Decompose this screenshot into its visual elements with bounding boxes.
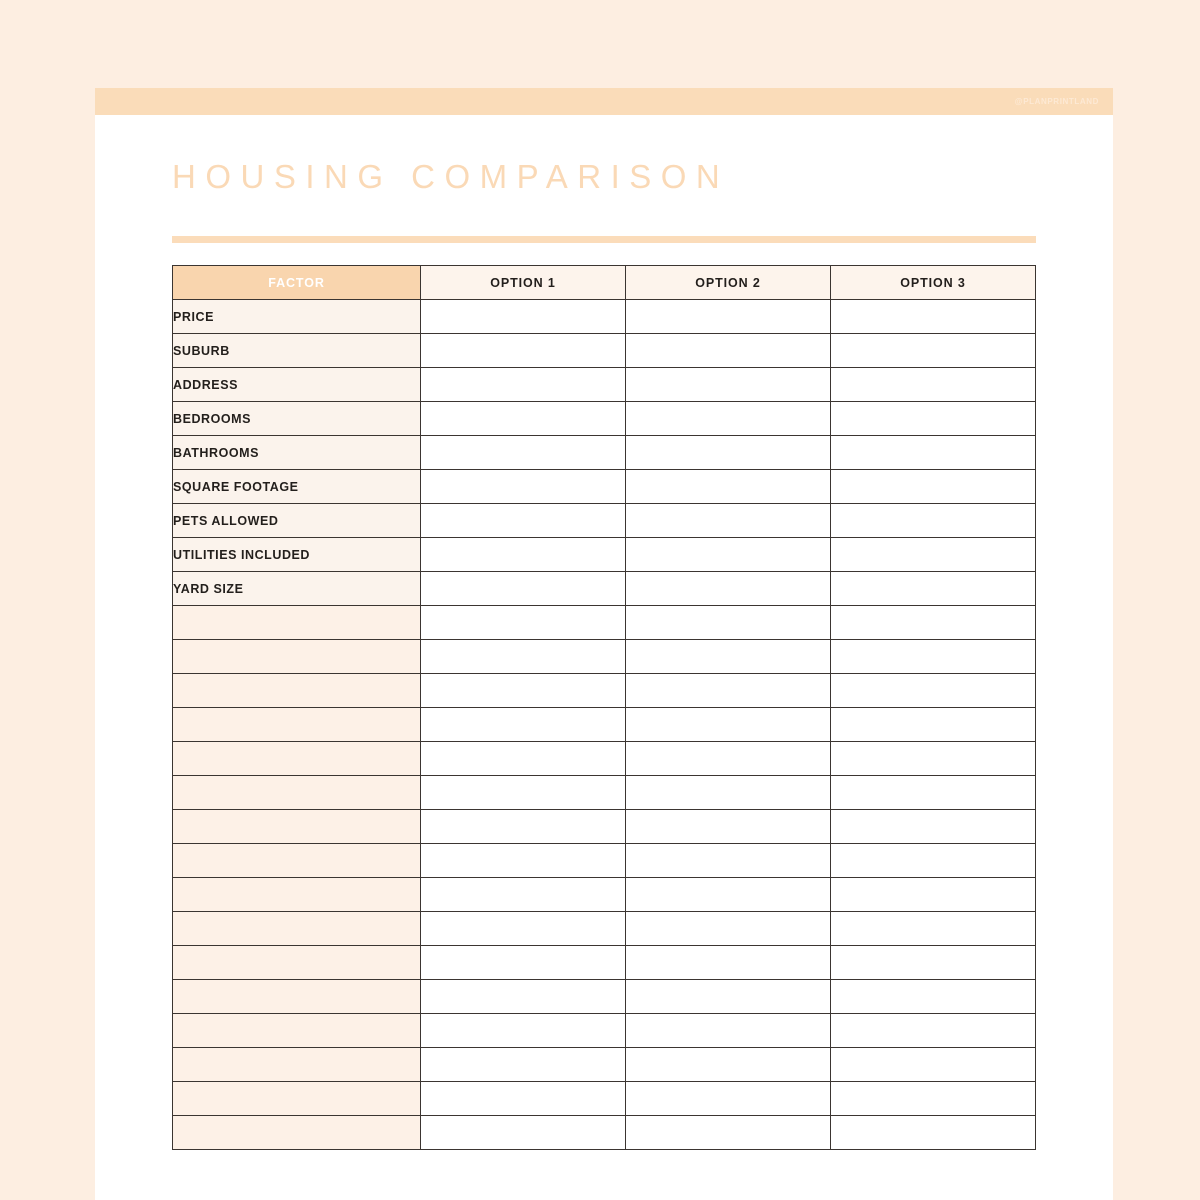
option-3-value-cell[interactable] (831, 538, 1036, 572)
table-row (173, 538, 1036, 572)
option-3-value-cell[interactable] (831, 844, 1036, 878)
factor-label-cell[interactable]: BATHROOMS (173, 436, 421, 470)
table-row (173, 1014, 1036, 1048)
option-1-value-cell[interactable] (421, 504, 626, 538)
factor-blank-cell[interactable] (173, 742, 421, 776)
factor-blank-cell[interactable] (173, 1048, 421, 1082)
option-3-value-cell[interactable] (831, 368, 1036, 402)
factor-blank-cell[interactable] (173, 912, 421, 946)
option-2-value-cell[interactable] (626, 946, 831, 980)
comparison-table-container (172, 265, 1035, 1150)
table-header (173, 266, 1036, 300)
option-2-value-cell[interactable] (626, 640, 831, 674)
column-header-factor: FACTOR (173, 266, 421, 300)
printable-page (95, 0, 1113, 1200)
option-3-value-cell[interactable] (831, 504, 1036, 538)
page-title: HOUSING COMPARISON (172, 158, 730, 195)
option-2-value-cell[interactable] (626, 402, 831, 436)
factor-label-cell[interactable]: SQUARE FOOTAGE (173, 470, 421, 504)
option-2-value-cell[interactable] (626, 878, 831, 912)
factor-blank-cell[interactable] (173, 980, 421, 1014)
option-2-value-cell[interactable] (626, 674, 831, 708)
option-2-value-cell[interactable] (626, 1048, 831, 1082)
option-2-value-cell[interactable] (626, 844, 831, 878)
option-3-value-cell[interactable] (831, 402, 1036, 436)
option-1-value-cell[interactable] (421, 674, 626, 708)
option-1-value-cell[interactable] (421, 1116, 626, 1150)
table-row (173, 912, 1036, 946)
option-1-value-cell[interactable] (421, 708, 626, 742)
option-1-value-cell[interactable] (421, 300, 626, 334)
option-1-value-cell[interactable] (421, 572, 626, 606)
option-1-value-cell[interactable] (421, 470, 626, 504)
option-1-value-cell[interactable] (421, 1082, 626, 1116)
option-2-value-cell[interactable] (626, 708, 831, 742)
factor-label-cell[interactable]: UTILITIES INCLUDED (173, 538, 421, 572)
table-row (173, 878, 1036, 912)
option-2-value-cell[interactable] (626, 334, 831, 368)
factor-blank-cell[interactable] (173, 810, 421, 844)
factor-label-cell[interactable]: PRICE (173, 300, 421, 334)
option-2-value-cell[interactable] (626, 504, 831, 538)
option-3-value-cell[interactable] (831, 300, 1036, 334)
option-2-value-cell[interactable] (626, 1082, 831, 1116)
option-3-value-cell[interactable] (831, 674, 1036, 708)
option-1-value-cell[interactable] (421, 810, 626, 844)
table-row (173, 334, 1036, 368)
option-1-value-cell[interactable] (421, 334, 626, 368)
table-row (173, 980, 1036, 1014)
option-2-value-cell[interactable] (626, 470, 831, 504)
factor-blank-cell[interactable] (173, 1014, 421, 1048)
option-2-value-cell[interactable] (626, 572, 831, 606)
table-row (173, 368, 1036, 402)
factor-label-cell[interactable]: PETS ALLOWED (173, 504, 421, 538)
option-3-value-cell[interactable] (831, 1014, 1036, 1048)
table-row (173, 708, 1036, 742)
option-3-value-cell[interactable] (831, 912, 1036, 946)
option-3-value-cell[interactable] (831, 776, 1036, 810)
option-3-value-cell[interactable] (831, 334, 1036, 368)
option-2-value-cell[interactable] (626, 606, 831, 640)
option-1-value-cell[interactable] (421, 1048, 626, 1082)
option-1-value-cell[interactable] (421, 742, 626, 776)
factor-blank-cell[interactable] (173, 640, 421, 674)
option-3-value-cell[interactable] (831, 946, 1036, 980)
table-row (173, 470, 1036, 504)
table-header-row (173, 266, 1036, 300)
option-3-value-cell[interactable] (831, 606, 1036, 640)
table-row (173, 572, 1036, 606)
option-2-value-cell[interactable] (626, 810, 831, 844)
option-3-value-cell[interactable] (831, 1116, 1036, 1150)
table-row (173, 1116, 1036, 1150)
table-row (173, 606, 1036, 640)
factor-label-cell[interactable]: SUBURB (173, 334, 421, 368)
option-3-value-cell[interactable] (831, 572, 1036, 606)
table-row (173, 810, 1036, 844)
option-1-value-cell[interactable] (421, 1014, 626, 1048)
option-1-value-cell[interactable] (421, 878, 626, 912)
factor-blank-cell[interactable] (173, 674, 421, 708)
option-1-value-cell[interactable] (421, 980, 626, 1014)
table-row (173, 300, 1036, 334)
factor-blank-cell[interactable] (173, 1116, 421, 1150)
factor-blank-cell[interactable] (173, 1082, 421, 1116)
option-2-value-cell[interactable] (626, 912, 831, 946)
column-header-option-2: OPTION 2 (626, 266, 831, 300)
table-row (173, 402, 1036, 436)
column-header-option-3: OPTION 3 (831, 266, 1036, 300)
page-top-strip (95, 0, 1113, 88)
option-2-value-cell[interactable] (626, 776, 831, 810)
factor-label-cell[interactable]: ADDRESS (173, 368, 421, 402)
table-row (173, 742, 1036, 776)
option-3-value-cell[interactable] (831, 1048, 1036, 1082)
option-3-value-cell[interactable] (831, 1082, 1036, 1116)
factor-blank-cell[interactable] (173, 708, 421, 742)
option-3-value-cell[interactable] (831, 810, 1036, 844)
table-row (173, 946, 1036, 980)
option-3-value-cell[interactable] (831, 470, 1036, 504)
option-1-value-cell[interactable] (421, 538, 626, 572)
factor-blank-cell[interactable] (173, 878, 421, 912)
title-divider (172, 236, 1036, 243)
table-row (173, 436, 1036, 470)
table-row (173, 504, 1036, 538)
option-2-value-cell[interactable] (626, 538, 831, 572)
table-row (173, 1082, 1036, 1116)
header-band (95, 88, 1113, 115)
option-2-value-cell[interactable] (626, 1116, 831, 1150)
option-3-value-cell[interactable] (831, 640, 1036, 674)
factor-blank-cell[interactable] (173, 776, 421, 810)
option-3-value-cell[interactable] (831, 980, 1036, 1014)
factor-label-cell[interactable]: YARD SIZE (173, 572, 421, 606)
option-1-value-cell[interactable] (421, 606, 626, 640)
option-1-value-cell[interactable] (421, 402, 626, 436)
factor-blank-cell[interactable] (173, 946, 421, 980)
option-3-value-cell[interactable] (831, 878, 1036, 912)
option-2-value-cell[interactable] (626, 300, 831, 334)
table-body (173, 300, 1036, 1150)
option-1-value-cell[interactable] (421, 436, 626, 470)
option-3-value-cell[interactable] (831, 742, 1036, 776)
factor-blank-cell[interactable] (173, 606, 421, 640)
table-row (173, 1048, 1036, 1082)
option-3-value-cell[interactable] (831, 708, 1036, 742)
option-3-value-cell[interactable] (831, 436, 1036, 470)
factor-label-cell[interactable]: BEDROOMS (173, 402, 421, 436)
table-row (173, 844, 1036, 878)
table-row (173, 640, 1036, 674)
factor-blank-cell[interactable] (173, 844, 421, 878)
option-2-value-cell[interactable] (626, 980, 831, 1014)
option-2-value-cell[interactable] (626, 368, 831, 402)
option-1-value-cell[interactable] (421, 640, 626, 674)
option-1-value-cell[interactable] (421, 912, 626, 946)
option-1-value-cell[interactable] (421, 368, 626, 402)
option-1-value-cell[interactable] (421, 844, 626, 878)
watermark-label: @PLANPRINTLAND (1014, 97, 1099, 106)
option-1-value-cell[interactable] (421, 946, 626, 980)
table-row (173, 776, 1036, 810)
table-row (173, 674, 1036, 708)
option-2-value-cell[interactable] (626, 742, 831, 776)
option-2-value-cell[interactable] (626, 436, 831, 470)
option-1-value-cell[interactable] (421, 776, 626, 810)
option-2-value-cell[interactable] (626, 1014, 831, 1048)
housing-comparison-table (172, 265, 1036, 1150)
column-header-option-1: OPTION 1 (421, 266, 626, 300)
